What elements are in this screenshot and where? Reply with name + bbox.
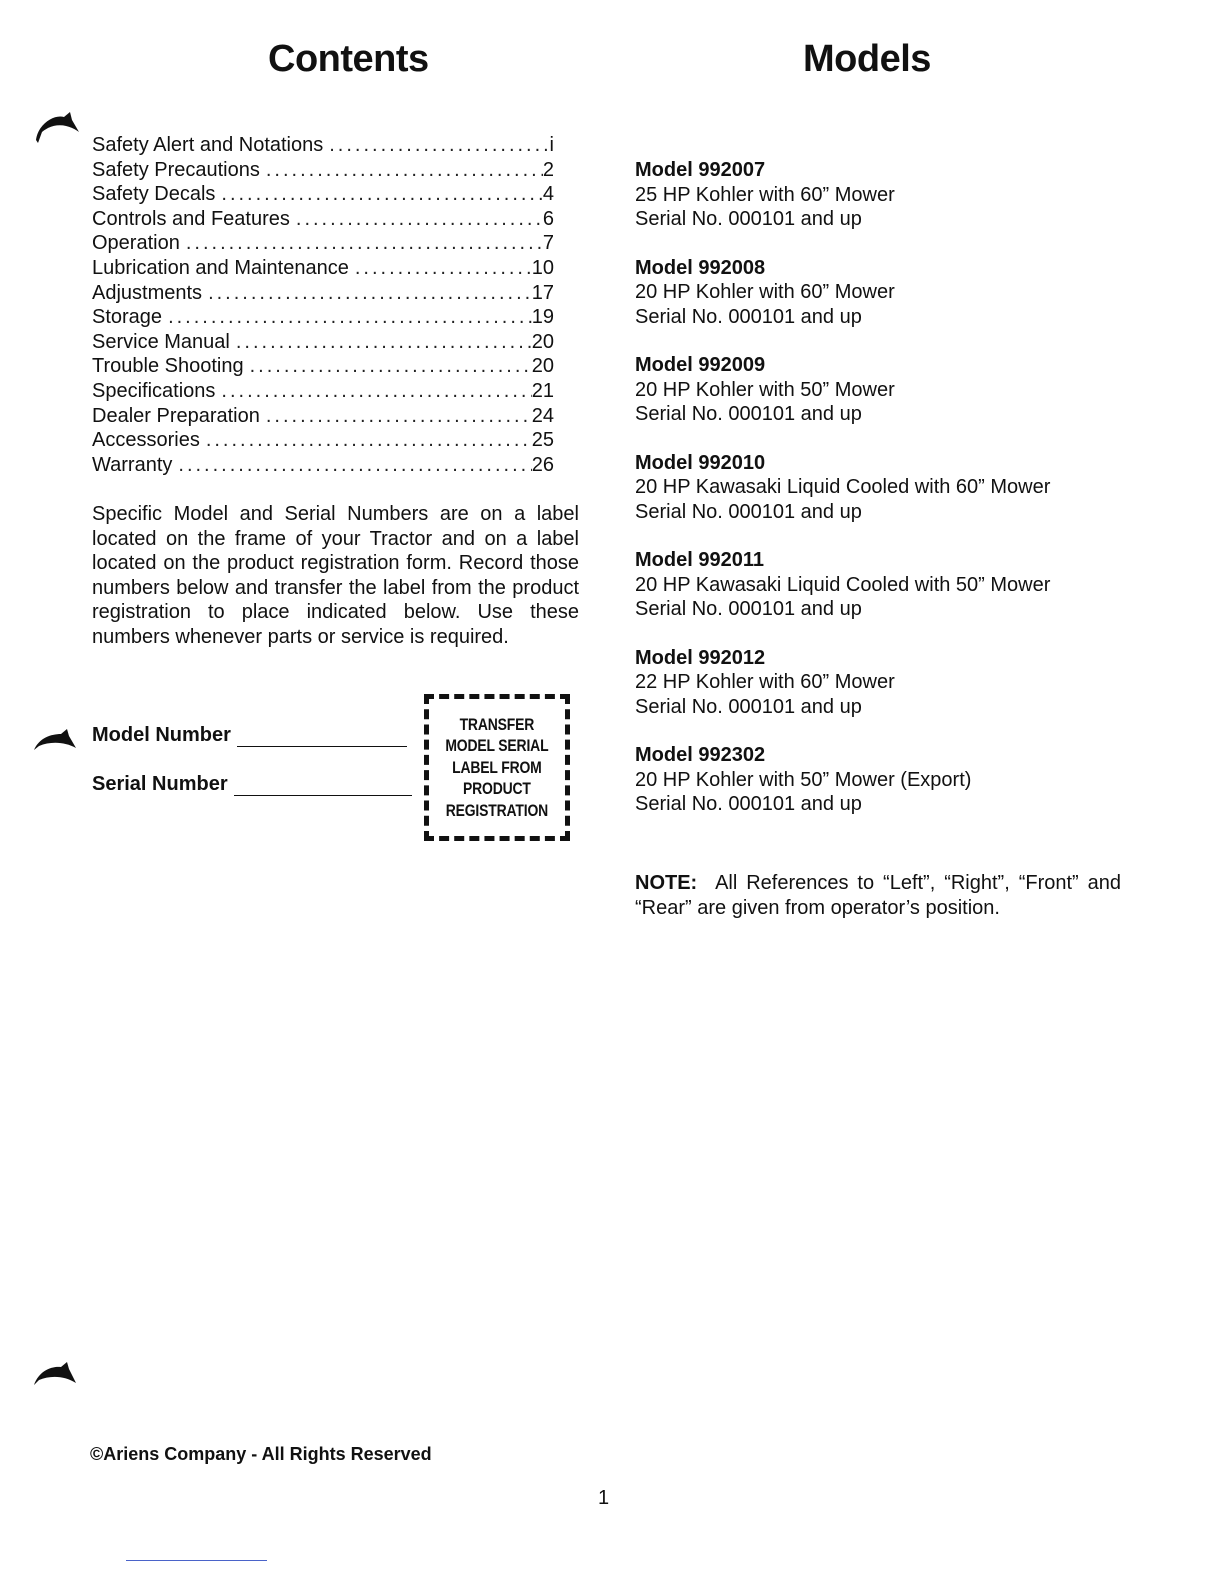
toc-entry: [92, 207, 554, 232]
toc-entry-page: 7: [542, 232, 554, 255]
toc-entry-page: 24: [531, 404, 554, 427]
serial-number-label: Serial Number: [92, 773, 228, 795]
model-serial: Serial No. 000101 and up: [635, 500, 862, 523]
toc-entry: [92, 354, 554, 379]
toc-leader: [236, 330, 532, 355]
model-entry: [635, 646, 1155, 720]
model-description: 20 HP Kohler with 50” Mower: [635, 378, 895, 401]
model-number-field[interactable]: [92, 724, 407, 747]
toc-entry-page: 21: [531, 379, 554, 402]
toc-entry: [92, 453, 554, 478]
toc-entry: [92, 133, 554, 158]
toc-entry-label: Lubrication and Maintenance: [92, 256, 349, 279]
model-description: 20 HP Kawasaki Liquid Cooled with 60” Mower: [635, 476, 1051, 498]
toc-leader: [250, 354, 532, 379]
models-list: [635, 158, 1155, 841]
toc-entry-label: Warranty: [92, 453, 173, 476]
model-name: Model 992302: [635, 744, 766, 766]
serial-info-paragraph: Specific Model and Serial Numbers are on a label located on the frame of your Tractor and on a label located on the product registration form. Record those numbers below and transfer the label from the product registration to place indicated below. Use these numbers whenever parts or service is required.: [92, 503, 579, 648]
toc-entry: [92, 404, 554, 429]
model-serial: Serial No. 000101 and up: [635, 695, 862, 718]
model-name: Model 992007: [635, 159, 766, 181]
model-name: Model 992008: [635, 256, 766, 279]
model-description: 20 HP Kohler with 60” Mower: [635, 281, 895, 303]
transfer-line: LABEL FROM: [452, 757, 542, 777]
model-serial: Serial No. 000101 and up: [635, 598, 862, 620]
toc-entry-page: 20: [531, 330, 554, 353]
contents-title: Contents: [268, 38, 429, 80]
model-description: 20 HP Kawasaki Liquid Cooled with 50” Mower: [635, 573, 1051, 596]
toc-leader: [266, 404, 532, 429]
toc-entry-page: 25: [531, 429, 554, 452]
model-name: Model 992010: [635, 451, 766, 474]
toc-leader: [186, 231, 543, 256]
note: [635, 871, 1121, 920]
toc-entry-page: i: [549, 134, 554, 156]
toc-entry-label: Operation: [92, 232, 180, 255]
copyright: ©Ariens Company - All Rights Reserved: [90, 1444, 432, 1464]
model-description: 22 HP Kohler with 60” Mower: [635, 671, 895, 693]
toc-entry-label: Trouble Shooting: [92, 355, 244, 378]
toc-entry: [92, 330, 554, 355]
transfer-line: PRODUCT: [463, 779, 531, 799]
transfer-line: TRANSFER: [459, 714, 535, 734]
toc-entry-label: Safety Decals: [92, 183, 216, 206]
toc-entry-label: Safety Precautions: [92, 158, 260, 181]
model-entry: [635, 353, 1155, 427]
toc-entry: [92, 231, 554, 256]
model-entry: [635, 548, 1155, 622]
toc-entry-label: Specifications: [92, 379, 216, 402]
model-description: 25 HP Kohler with 60” Mower: [635, 183, 895, 206]
toc-entry: [92, 158, 554, 183]
transfer-label-box: [424, 694, 570, 841]
note-label: NOTE:: [635, 872, 698, 894]
toc-entry-page: 26: [531, 453, 554, 476]
toc-leader: [296, 207, 543, 232]
toc-entry-label: Accessories: [92, 429, 200, 452]
toc-entry-label: Dealer Preparation: [92, 404, 260, 427]
toc-leader: [221, 379, 531, 404]
model-number-blank[interactable]: [237, 728, 407, 747]
binder-mark-icon: [34, 110, 80, 144]
toc-entry-page: 19: [531, 306, 554, 329]
toc-entry-page: 6: [542, 207, 554, 230]
model-serial: Serial No. 000101 and up: [635, 793, 862, 815]
model-serial: Serial No. 000101 and up: [635, 305, 862, 328]
toc-entry: [92, 379, 554, 404]
serial-number-field[interactable]: [92, 773, 412, 796]
toc-entry-label: Storage: [92, 306, 163, 329]
toc-entry: [92, 281, 554, 306]
model-serial: Serial No. 000101 and up: [635, 403, 862, 425]
toc-entry-page: 10: [531, 256, 554, 279]
toc-entry: [92, 182, 554, 207]
toc-leader: [266, 158, 543, 183]
model-description: 20 HP Kohler with 50” Mower (Export): [635, 768, 972, 791]
transfer-label-text: [445, 714, 548, 822]
model-entry: [635, 256, 1155, 330]
transfer-line: MODEL SERIAL: [445, 736, 549, 756]
toc-leader: [208, 281, 532, 306]
toc-entry-label: Service Manual: [92, 330, 230, 353]
toc-leader: [329, 133, 549, 158]
toc-entry-label: Adjustments: [92, 281, 203, 304]
model-number-label: Model Number: [92, 724, 231, 746]
toc-entry-label: Controls and Features: [92, 207, 290, 230]
page-number: 1: [598, 1487, 610, 1509]
models-title: Models: [803, 38, 931, 80]
toc-entry-page: 20: [531, 355, 554, 378]
toc-entry-label: Safety Alert and Notations: [92, 134, 324, 156]
binder-mark-icon: [33, 1361, 77, 1387]
model-entry: [635, 158, 1155, 232]
toc-entry: [92, 256, 554, 281]
model-name: Model 992009: [635, 354, 766, 376]
toc-entry-page: 17: [531, 281, 554, 304]
model-entry: [635, 743, 1155, 817]
toc-entry-page: 4: [542, 183, 554, 206]
transfer-line: REGISTRATION: [445, 800, 549, 820]
binder-mark-icon: [33, 728, 77, 752]
toc-leader: [355, 256, 532, 281]
toc-leader: [178, 453, 531, 478]
model-serial: Serial No. 000101 and up: [635, 208, 862, 230]
footer-rule: [126, 1560, 267, 1561]
note-text: All References to “Left”, “Right”, “Front” and “Rear” are given from operator’s position.: [635, 872, 1121, 919]
toc-entry: [92, 428, 554, 453]
toc-entry-page: 2: [542, 158, 554, 181]
model-name: Model 992011: [635, 549, 764, 571]
model-entry: [635, 451, 1155, 525]
toc-entry: [92, 305, 554, 330]
toc-leader: [168, 305, 532, 330]
serial-number-blank[interactable]: [234, 777, 412, 796]
toc-leader: [206, 428, 532, 453]
toc-leader: [221, 182, 542, 207]
model-name: Model 992012: [635, 646, 766, 669]
table-of-contents: [92, 133, 554, 477]
